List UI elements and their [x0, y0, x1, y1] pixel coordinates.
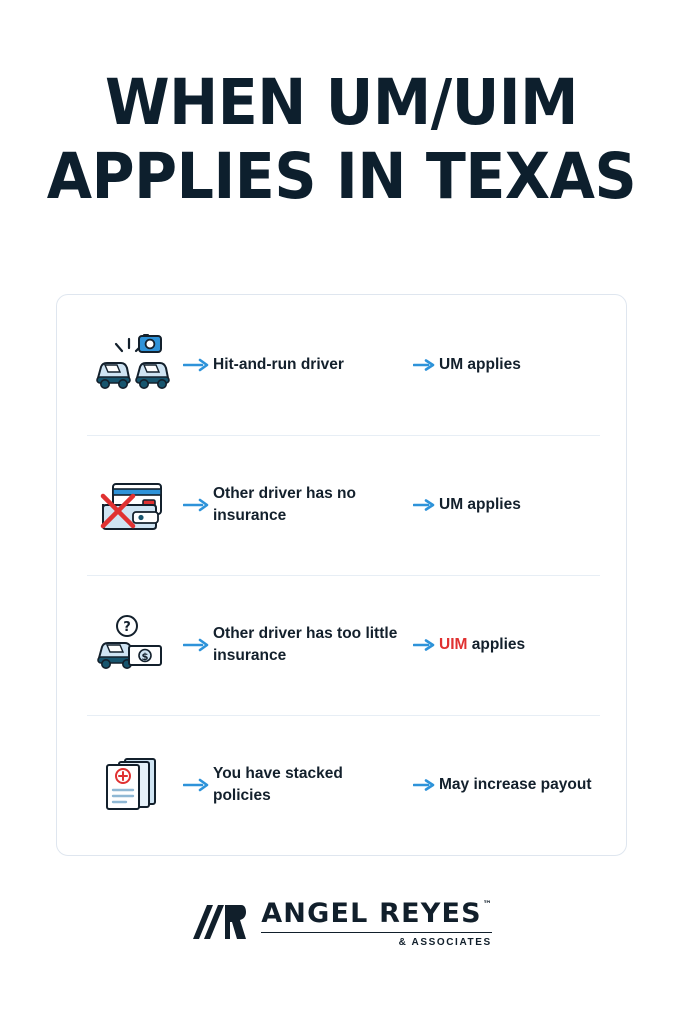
brand-logo — [0, 900, 683, 948]
list-item-result-term: UIM — [439, 636, 468, 653]
list-item — [57, 575, 626, 715]
page-title — [0, 0, 683, 215]
list-item-result-text: applies — [467, 636, 526, 653]
list-item-cause: Other driver has no insurance — [213, 485, 356, 524]
list-item — [57, 435, 626, 575]
car-money-question-icon — [87, 614, 179, 676]
page-title-line-2: APPLIES IN TEXAS — [46, 140, 637, 214]
list-item-result — [439, 494, 600, 516]
list-item-result — [439, 774, 600, 796]
arrow-right-icon — [409, 498, 439, 512]
svg-text:?: ? — [123, 620, 131, 635]
arrow-right-icon — [179, 778, 213, 792]
list-item — [57, 715, 626, 855]
scenarios-card — [56, 294, 627, 856]
list-item-result-text: applies — [463, 496, 521, 513]
brand-name-text: ANGEL REYES — [261, 898, 482, 929]
list-item-result — [439, 634, 600, 656]
list-item-result-term: May increase payout — [439, 776, 592, 793]
list-item-result — [439, 354, 600, 376]
brand-subtitle: & ASSOCIATES — [398, 937, 492, 948]
arrow-right-icon — [179, 498, 213, 512]
scenarios-list — [57, 295, 626, 855]
list-item-cause: You have stacked policies — [213, 765, 343, 804]
list-item-result-term: UM — [439, 356, 464, 373]
list-item-result-text: applies — [463, 356, 521, 373]
angel-reyes-monogram-icon — [191, 901, 247, 948]
list-item-cause: Other driver has too little insurance — [213, 625, 398, 664]
page-title-line-1: WHEN UM/UIM — [105, 66, 578, 139]
svg-text:$: $ — [141, 652, 149, 663]
arrow-right-icon — [409, 638, 439, 652]
arrow-right-icon — [179, 358, 213, 372]
trademark-icon: ™ — [482, 900, 492, 910]
list-item — [57, 295, 626, 435]
list-item-result-term: UM — [439, 496, 464, 513]
brand-wordmark — [261, 900, 492, 948]
arrow-right-icon — [409, 358, 439, 372]
brand-name — [261, 900, 492, 927]
divider — [261, 932, 492, 933]
no-insurance-card-icon — [87, 474, 179, 536]
car-crash-camera-icon — [87, 334, 179, 396]
arrow-right-icon — [179, 638, 213, 652]
arrow-right-icon — [409, 778, 439, 792]
list-item-cause: Hit-and-run driver — [213, 356, 344, 373]
stacked-policy-documents-icon — [87, 754, 179, 816]
